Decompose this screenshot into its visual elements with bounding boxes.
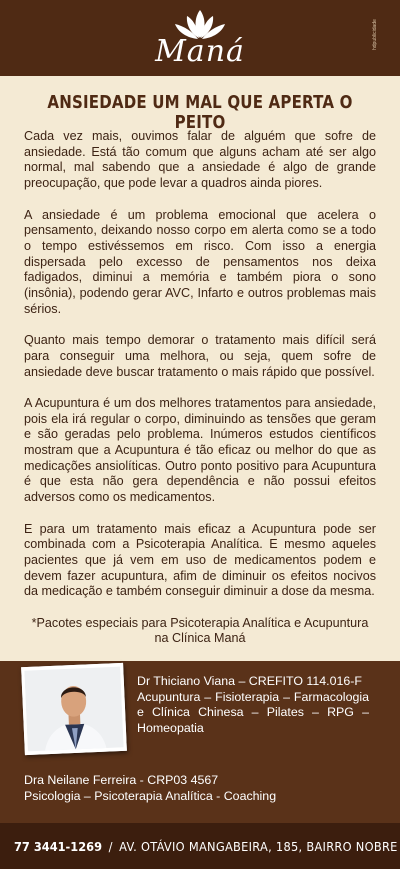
doctor1-specialties: Acupuntura – Fisioterapia – Farmacologia e Clínica Chinesa – Pilates – RPG – Homeopatia — [137, 689, 369, 735]
article-paragraph: A Acupuntura é um dos melhores tratamentos para ansiedade, pois ela irá regular o corpo, diminuindo as tensões que geram e são geradas pelo problema. Inúmeros estudos científicos mostram que a Acupuntura é tão eficaz ou melhor do que as medicações ansiolíticas. Outro ponto positivo para Acupuntura é que esta não gera dependência e não possui efeitos adversos como os medicamentos. — [24, 395, 376, 505]
header-banner — [0, 0, 400, 76]
doctor1-info — [137, 674, 369, 736]
article-paragraph: Quanto mais tempo demorar o tratamento mais difícil será para conseguir uma melhora, ou seja, quem sofre de ansiedade deve buscar tratamento o mais rápido que possível. — [24, 333, 376, 379]
special-packages-note: *Pacotes especiais para Psicoterapia Analítica e Acupuntura na Clínica Maná — [31, 615, 369, 646]
article-paragraph: A ansiedade é um problema emocional que acelera o pensamento, deixando nosso corpo em alerta como se a todo o tempo estivéssemos em risco. Com isso a energia dispersada pelo excesso de pensamentos nos deixa fadigados, diminui a memória e também piora o sono (insônia), podendo gerar AVC, Infarto e outros problemas mais sérios. — [24, 207, 376, 316]
article-paragraph: Cada vez mais, ouvimos falar de alguém que sofre de ansiedade. Está tão comum que alguns acham até ser algo normal, mal sabendo que a ansiedade é algo de grande preocupação, que pode levar a quadros ainda piores. — [24, 129, 376, 191]
contact-line — [14, 840, 398, 854]
doctor1-name: Dr Thiciano Viana – CREFITO 114.016-F — [137, 674, 362, 688]
doctor2-name: Dra Neilane Ferreira - CRP03 4567 — [24, 773, 219, 787]
agency-credit: hdpublicidade — [372, 19, 378, 50]
doctor-portrait-image — [24, 666, 123, 752]
article-body — [24, 129, 376, 663]
article-paragraph: E para um tratamento mais eficaz a Acupuntura pode ser combinada com a Psicoterapia Analítica. E mesmo aqueles pacientes que já vem em uso de medicamentos podem e devem fazer acupuntura, afim de diminuir os efeitos nocivos da medicação e também conseguir diminuir a dose da mesma. — [24, 521, 376, 599]
footer-separator: / — [108, 840, 113, 854]
doctor2-specialties: Psicologia – Psicoterapia Analítica - Coaching — [24, 789, 277, 803]
clinic-address: AV. OTÁVIO MANGABEIRA, 185, BAIRRO NOBRE — [119, 840, 398, 854]
brand-logo-text: Maná — [155, 34, 245, 69]
doctor2-info — [24, 772, 376, 804]
doctor-photo — [21, 663, 127, 755]
article-title: ANSIEDADE UM MAL QUE APERTA O PEITO — [47, 93, 353, 133]
phone-number[interactable]: 77 3441-1269 — [14, 840, 103, 854]
